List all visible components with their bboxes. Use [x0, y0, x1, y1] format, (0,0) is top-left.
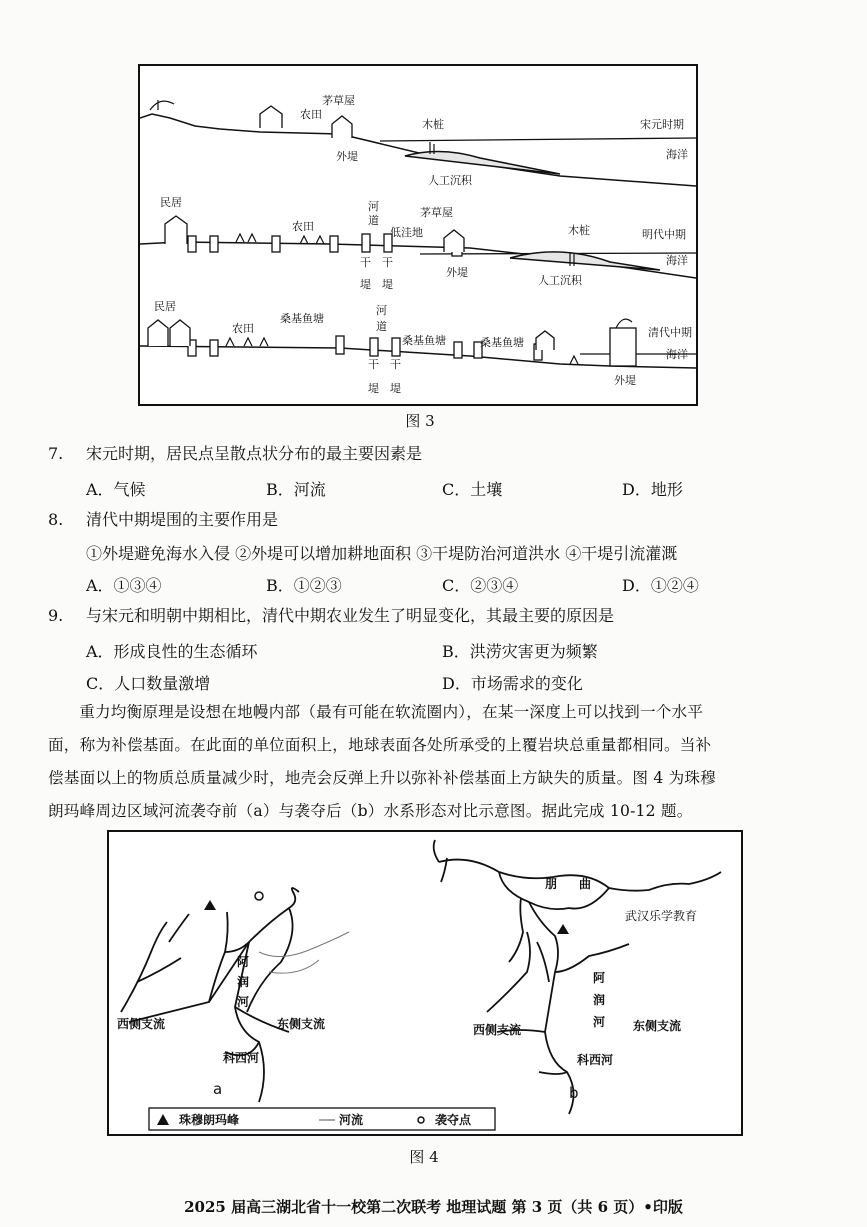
map-b-arun-2: 润 — [593, 993, 606, 1007]
ming-lowland-label: 低洼地 — [390, 226, 423, 239]
qing-dike-b-2: 堤 — [390, 382, 401, 395]
option-c[interactable]: C．②③④ — [442, 576, 519, 595]
capture-point-icon — [418, 1117, 424, 1123]
passage-line: 重力均衡原理是设想在地幔内部（最有可能在软流圈内），在某一深度上可以找到一个水平 — [79, 703, 704, 721]
question-number: 9. — [48, 606, 64, 625]
song-period-label: 宋元时期 — [640, 118, 684, 131]
qing-fishpond2-label: 桑基鱼塘 — [402, 334, 446, 347]
option-a[interactable]: A．①③④ — [86, 576, 162, 595]
map-a-label: a — [213, 1080, 223, 1098]
ming-dike-a-1: 干 — [360, 256, 371, 269]
ming-dike-b-2: 堤 — [382, 278, 393, 291]
map-b-rivers — [434, 840, 721, 1114]
house-icon — [536, 331, 554, 350]
map-a-rivers — [121, 888, 299, 1102]
option-c[interactable]: C．人口数量激增 — [86, 674, 211, 693]
ming-sediment — [510, 252, 660, 270]
hut-icon — [260, 106, 282, 128]
song-land-profile — [140, 114, 696, 186]
song-outer-dike-label: 外堤 — [336, 150, 358, 163]
map-b-pengqu-2: 曲 — [579, 877, 592, 891]
song-sediment — [405, 151, 560, 174]
qing-period-label: 清代中期 — [648, 326, 692, 339]
house-icon — [165, 216, 187, 244]
map-a-arun-2: 润 — [237, 975, 250, 989]
question-number: 8. — [48, 510, 64, 529]
ming-sediment-label: 人工沉积 — [538, 274, 582, 287]
everest-peak-icon — [204, 900, 216, 910]
qing-sea-label: 海洋 — [666, 348, 688, 361]
option-b[interactable]: B．河流 — [266, 480, 326, 499]
legend — [149, 1108, 495, 1130]
option-b[interactable]: B．①②③ — [266, 576, 342, 595]
option-a[interactable]: A．气候 — [86, 480, 146, 499]
ming-hut-label: 茅草屋 — [420, 206, 453, 219]
map-a-east-label: 东侧支流 — [277, 1017, 326, 1031]
hut-icon — [444, 230, 464, 252]
option-c[interactable]: C．土壤 — [442, 480, 503, 499]
qing-dike-b-1: 干 — [390, 358, 401, 371]
capture-point-icon — [255, 892, 263, 900]
passage-line: 朗玛峰周边区域河流袭夺前（a）与袭夺后（b）水系形态对比示意图。据此完成 10-12 题。 — [48, 802, 693, 820]
legend-capture-label: 袭夺点 — [435, 1113, 472, 1127]
map-b-label: b — [569, 1084, 579, 1102]
ming-river-label-2: 道 — [368, 214, 379, 227]
map-b-arun-3: 河 — [593, 1015, 606, 1029]
song-sediment-label: 人工沉积 — [428, 174, 472, 187]
qing-outer-dike-label: 外堤 — [614, 374, 636, 387]
question-stem: 清代中期堤围的主要作用是 — [86, 510, 279, 529]
option-b[interactable]: B．洪涝灾害更为频繁 — [442, 642, 598, 661]
passage-line: 偿基面以上的物质总质量减少时，地壳会反弹上升以弥补补偿基面上方缺失的质量。图 4 为珠穆 — [48, 769, 716, 787]
figure-3-diagram — [140, 66, 696, 404]
map-b-watermark: 武汉乐学教育 — [625, 909, 698, 923]
map-b-west-label: 西侧支流 — [473, 1023, 522, 1037]
qing-farmland-label: 农田 — [232, 322, 254, 335]
ming-outer-dike-label: 外堤 — [446, 266, 468, 279]
legend-peak-label: 珠穆朗玛峰 — [179, 1113, 240, 1127]
song-sea-level — [380, 138, 696, 141]
question-stem: 与宋元和明朝中期相比，清代中期农业发生了明显变化，其最主要的原因是 — [86, 606, 615, 625]
ming-river-label-1: 河 — [368, 200, 379, 213]
map-a-arun-3: 河 — [237, 995, 250, 1009]
ming-farmland-label: 农田 — [292, 220, 314, 233]
qing-dike-a-2: 堤 — [368, 382, 379, 395]
ming-sea-label: 海洋 — [666, 254, 688, 267]
map-b-arun-1: 阿 — [593, 971, 606, 985]
ming-dike-a-2: 堤 — [360, 278, 371, 291]
house-icon — [170, 320, 190, 346]
ming-dike-b-1: 干 — [382, 256, 393, 269]
map-a-faint-rivers — [259, 932, 349, 973]
option-a[interactable]: A．形成良性的生态循环 — [86, 642, 258, 661]
map-b-kosi-label: 科西河 — [577, 1053, 614, 1067]
figure-4-caption: 图 4 — [409, 1148, 439, 1166]
ming-stake-label: 木桩 — [568, 224, 590, 237]
song-sea-label: 海洋 — [666, 148, 688, 161]
ming-house-label: 民居 — [160, 196, 182, 209]
passage-line: 面，称为补偿基面。在此面的单位面积上，地球表面各处所承受的上覆岩块总重量都相同。当补 — [48, 736, 712, 754]
option-d[interactable]: D．地形 — [622, 480, 683, 499]
qing-fishpond1-label: 桑基鱼塘 — [280, 312, 324, 325]
qing-river-label-1: 河 — [376, 304, 387, 317]
houses — [148, 106, 554, 350]
song-stake-label: 木桩 — [422, 118, 444, 131]
figure-4 — [107, 830, 743, 1136]
song-hut-label: 茅草屋 — [322, 94, 355, 107]
option-d[interactable]: D．①②④ — [622, 576, 699, 595]
house-icon — [148, 320, 168, 346]
map-a-west-label: 西侧支流 — [117, 1017, 166, 1031]
question-number: 7. — [48, 444, 64, 463]
page-footer: 2025 届高三湖北省十一校第二次联考 地理试题 第 3 页（共 6 页）•印版 — [184, 1198, 683, 1216]
ming-land-profile — [140, 242, 696, 278]
option-d[interactable]: D．市场需求的变化 — [442, 674, 583, 693]
question-8-statements: ①外堤避免海水入侵 ②外堤可以增加耕地面积 ③干堤防治河道洪水 ④干堤引流灌溉 — [86, 544, 678, 563]
qing-house-label: 民居 — [154, 300, 176, 313]
qing-fishpond3-label: 桑基鱼塘 — [480, 336, 524, 349]
map-a-kosi-label: 科西河 — [223, 1051, 260, 1065]
map-b-east-label: 东侧支流 — [633, 1019, 682, 1033]
song-farmland-label: 农田 — [300, 108, 322, 121]
question-stem: 宋元时期，居民点呈散点状分布的最主要因素是 — [86, 444, 423, 463]
figure-3-caption: 图 3 — [405, 412, 435, 430]
passage — [48, 696, 818, 828]
map-a-arun-1: 阿 — [237, 955, 250, 969]
qing-river-label-2: 道 — [376, 320, 387, 333]
map-b-pengqu-1: 朋 — [545, 877, 558, 891]
legend-river-label: 河流 — [339, 1113, 364, 1127]
figure-3 — [138, 64, 698, 406]
hut-icon — [332, 116, 352, 138]
ming-period-label: 明代中期 — [642, 228, 686, 241]
figure-4-map — [109, 832, 741, 1134]
qing-dike-a-1: 干 — [368, 358, 379, 371]
everest-peak-icon — [557, 924, 569, 934]
